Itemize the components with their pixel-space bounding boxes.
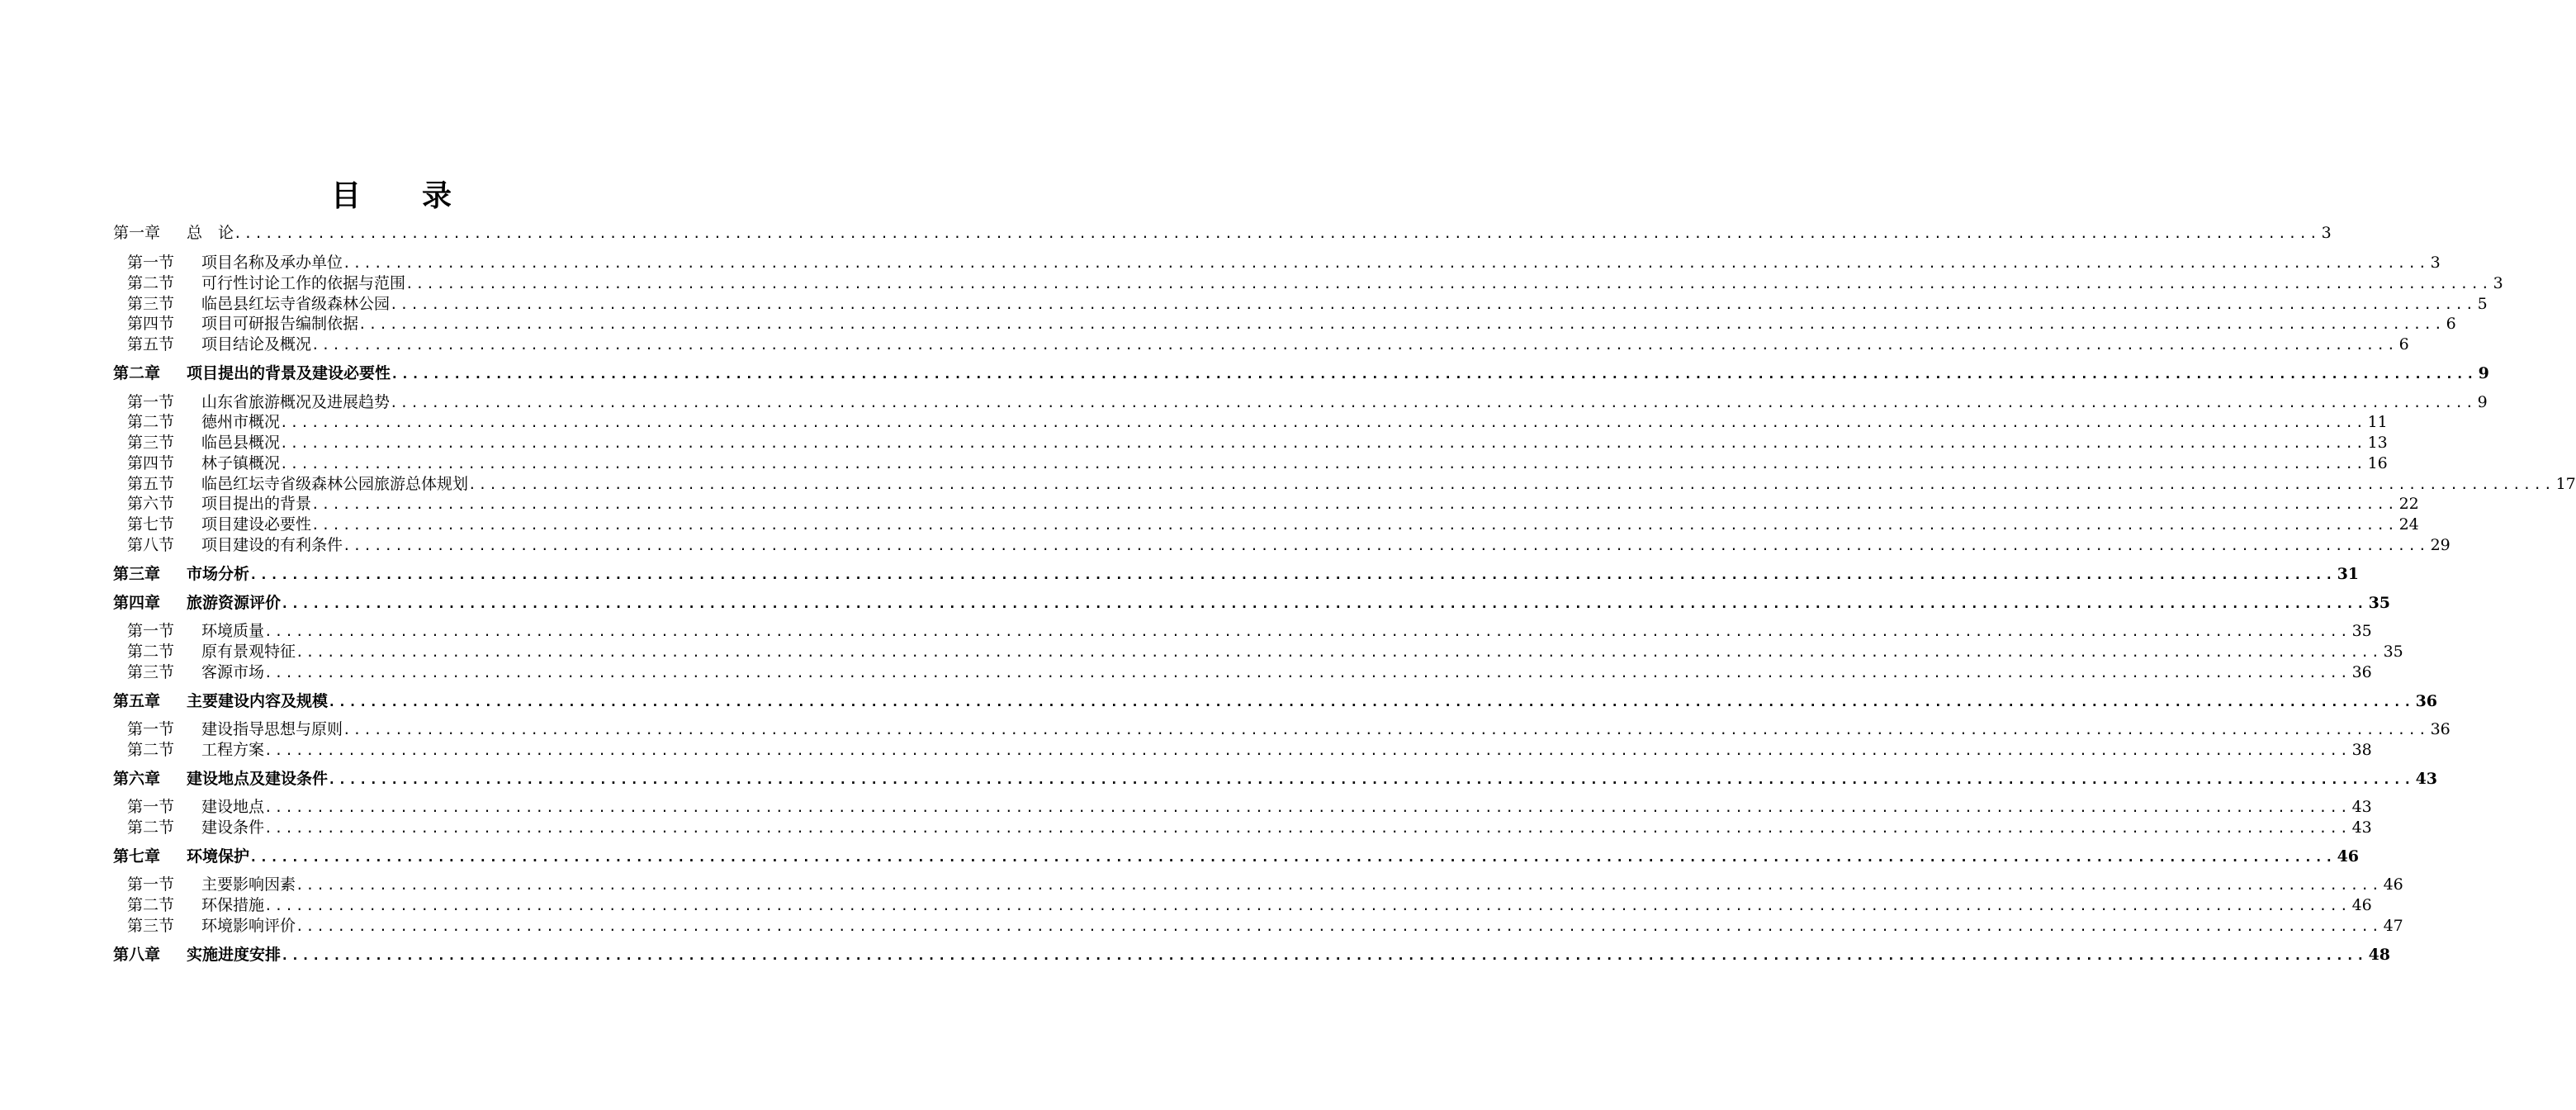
toc-entry-number: 第四节 xyxy=(127,315,175,333)
toc-entry-label xyxy=(113,363,391,384)
toc-dot-leader: ........................................................................................................................................................................................................ xyxy=(311,517,2398,533)
toc-section-entry[interactable] xyxy=(127,494,2419,515)
toc-entry-number: 第一章 xyxy=(113,224,161,242)
toc-entry-title: 临邑县红坛寺省级森林公园 xyxy=(201,295,391,313)
toc-dot-leader: ........................................................................................................................................................................................................ xyxy=(390,395,2476,410)
toc-dot-leader: ........................................................................................................................................................................................................ xyxy=(264,898,2351,913)
toc-entry-label xyxy=(127,621,264,642)
toc-page-number: 43 xyxy=(2351,798,2372,816)
toc-page-number: 3 xyxy=(2430,254,2441,272)
toc-entry-title: 项目名称及承办单位 xyxy=(201,254,343,272)
toc-entry-number: 第四章 xyxy=(113,594,161,612)
toc-entry-title: 临邑红坛寺省级森林公园旅游总体规划 xyxy=(201,475,469,493)
toc-entry-number: 第二节 xyxy=(127,274,175,292)
toc-chapter-entry[interactable] xyxy=(113,363,2489,384)
toc-section-entry[interactable] xyxy=(127,474,2576,495)
toc-page-number: 36 xyxy=(2430,720,2451,738)
toc-entry-title: 项目可研报告编制依据 xyxy=(201,315,359,333)
toc-entry-number: 第一节 xyxy=(127,393,175,411)
toc-entry-label xyxy=(127,334,311,355)
toc-dot-leader: ........................................................................................................................................................................................................ xyxy=(264,624,2351,639)
title-char-left: 目 xyxy=(330,179,362,213)
toc-entry-label xyxy=(127,515,311,535)
toc-chapter-entry[interactable] xyxy=(113,691,2438,712)
toc-entry-label xyxy=(127,797,264,818)
toc-entry-label xyxy=(113,564,249,585)
toc-dot-leader: ........................................................................................................................................................................................................ xyxy=(249,567,2336,582)
toc-entry-title: 可行性讨论工作的依据与范围 xyxy=(201,274,406,292)
toc-page-number: 9 xyxy=(2477,393,2488,411)
toc-page-number: 22 xyxy=(2398,495,2419,513)
toc-page-number: 36 xyxy=(2351,663,2372,681)
toc-entry-label xyxy=(127,740,264,761)
toc-page-number: 24 xyxy=(2398,515,2419,534)
toc-entry-number: 第六节 xyxy=(127,495,175,513)
toc-entry-title: 临邑县概况 xyxy=(201,434,281,452)
toc-entry-label xyxy=(127,253,343,273)
toc-section-entry[interactable] xyxy=(127,412,2388,433)
toc-section-entry[interactable] xyxy=(127,875,2403,895)
toc-dot-leader: ........................................................................................................................................................................................................ xyxy=(296,918,2382,934)
toc-entry-title: 建设地点 xyxy=(201,798,265,816)
toc-entry-number: 第一节 xyxy=(127,622,175,640)
toc-entry-title: 环境质量 xyxy=(201,622,265,640)
toc-dot-leader: ........................................................................................................................................................................................................ xyxy=(391,366,2477,382)
toc-entry-label xyxy=(127,662,264,683)
toc-entry-title: 山东省旅游概况及进展趋势 xyxy=(201,393,391,411)
toc-dot-leader: ........................................................................................................................................................................................................ xyxy=(296,644,2382,660)
toc-chapter-entry[interactable] xyxy=(113,769,2438,790)
toc-entry-title: 主要影响因素 xyxy=(201,875,296,894)
toc-page-number: 43 xyxy=(2415,770,2438,788)
toc-page-number: 36 xyxy=(2415,692,2438,710)
toc-entry-label xyxy=(127,294,390,315)
toc-section-entry[interactable] xyxy=(127,294,2488,315)
toc-entry-title: 工程方案 xyxy=(201,741,265,759)
toc-dot-leader: ........................................................................................................................................................................................................ xyxy=(234,225,2320,241)
toc-entry-label xyxy=(127,273,405,294)
toc-entry-label xyxy=(113,769,328,790)
toc-entry-label xyxy=(113,847,249,867)
toc-entry-title: 总 论 xyxy=(187,224,234,242)
toc-entry-label xyxy=(127,314,358,334)
toc-entry-label xyxy=(127,535,343,556)
toc-entry-title: 项目结论及概况 xyxy=(201,335,312,353)
toc-dot-leader: ........................................................................................................................................................................................................ xyxy=(358,316,2445,332)
toc-page-number: 3 xyxy=(2321,224,2332,242)
toc-entry-number: 第五节 xyxy=(127,335,175,353)
toc-entry-label xyxy=(113,945,281,965)
toc-dot-leader: ........................................................................................................................................................................................................ xyxy=(281,595,2367,611)
toc-entry-number: 第三节 xyxy=(127,917,175,935)
toc-dot-leader: ........................................................................................................................................................................................................ xyxy=(468,477,2555,492)
toc-dot-leader: ........................................................................................................................................................................................................ xyxy=(264,799,2351,815)
toc-dot-leader: ........................................................................................................................................................................................................ xyxy=(264,665,2351,681)
toc-entry-number: 第七节 xyxy=(127,515,175,534)
toc-section-entry[interactable] xyxy=(127,797,2372,818)
toc-dot-leader: ........................................................................................................................................................................................................ xyxy=(390,296,2476,312)
toc-entry-title: 实施进度安排 xyxy=(187,946,282,964)
toc-chapter-entry[interactable] xyxy=(113,564,2360,585)
toc-page-number: 46 xyxy=(2351,896,2372,914)
toc-entry-label xyxy=(127,895,264,916)
toc-page-number: 43 xyxy=(2351,818,2372,837)
toc-entry-label xyxy=(113,593,281,614)
toc-section-entry[interactable] xyxy=(127,314,2456,334)
toc-entry-title: 环境影响评价 xyxy=(201,917,296,935)
toc-page-number: 9 xyxy=(2478,364,2489,382)
toc-entry-title: 项目提出的背景 xyxy=(201,495,312,513)
toc-section-entry[interactable] xyxy=(127,433,2388,453)
toc-dot-leader: ........................................................................................................................................................................................................ xyxy=(343,255,2429,271)
toc-section-entry[interactable] xyxy=(127,895,2372,916)
toc-entry-label xyxy=(127,719,343,740)
toc-dot-leader: ........................................................................................................................................................................................................ xyxy=(343,538,2429,553)
toc-entry-title: 德州市概况 xyxy=(201,413,281,431)
toc-entry-title: 环保措施 xyxy=(201,896,265,914)
toc-entry-label xyxy=(127,453,280,474)
toc-dot-leader: ........................................................................................................................................................................................................ xyxy=(280,456,2366,472)
toc-entry-number: 第三章 xyxy=(113,565,161,583)
toc-section-entry[interactable] xyxy=(127,621,2372,642)
toc-section-entry[interactable] xyxy=(127,253,2441,273)
toc-page-number: 47 xyxy=(2383,917,2403,935)
toc-section-entry[interactable] xyxy=(127,719,2451,740)
toc-entry-label xyxy=(127,474,468,495)
toc-entry-label xyxy=(127,875,296,895)
toc-entry-label xyxy=(127,916,296,937)
toc-dot-leader: ........................................................................................................................................................................................................ xyxy=(264,742,2351,758)
toc-entry-label xyxy=(127,642,296,662)
toc-section-entry[interactable] xyxy=(127,515,2419,535)
toc-entry-number: 第二章 xyxy=(113,364,161,382)
toc-entry-number: 第二节 xyxy=(127,413,175,431)
toc-entry-number: 第二节 xyxy=(127,643,175,661)
toc-chapter-entry[interactable] xyxy=(113,945,2391,965)
toc-chapter-entry[interactable] xyxy=(113,847,2360,867)
toc-section-entry[interactable] xyxy=(127,818,2372,838)
toc-page-number: 48 xyxy=(2368,946,2391,964)
toc-page-number: 17 xyxy=(2555,475,2576,493)
toc-dot-leader: ........................................................................................................................................................................................................ xyxy=(280,415,2366,430)
toc-dot-leader: ........................................................................................................................................................................................................ xyxy=(264,820,2351,836)
toc-section-entry[interactable] xyxy=(127,662,2372,683)
toc-entry-label xyxy=(127,818,264,838)
toc-entry-label xyxy=(127,433,280,453)
toc-section-entry[interactable] xyxy=(127,273,2503,294)
toc-dot-leader: ........................................................................................................................................................................................................ xyxy=(328,694,2414,709)
toc-dot-leader: ........................................................................................................................................................................................................ xyxy=(405,276,2492,292)
toc-dot-leader: ........................................................................................................................................................................................................ xyxy=(311,496,2398,512)
toc-entry-title: 主要建设内容及规模 xyxy=(187,692,329,710)
toc-entry-title: 建设条件 xyxy=(201,818,265,837)
toc-entry-number: 第七章 xyxy=(113,847,161,866)
toc-chapter-entry[interactable] xyxy=(113,223,2332,244)
toc-page-number: 6 xyxy=(2446,315,2456,333)
toc-entry-number: 第四节 xyxy=(127,454,175,472)
toc-entry-number: 第八节 xyxy=(127,536,175,554)
toc-dot-leader: ........................................................................................................................................................................................................ xyxy=(328,771,2414,787)
toc-entry-number: 第八章 xyxy=(113,946,161,964)
toc-entry-title: 客源市场 xyxy=(201,663,265,681)
toc-page-number: 31 xyxy=(2337,565,2360,583)
toc-entry-number: 第一节 xyxy=(127,720,175,738)
toc-page-number: 6 xyxy=(2398,335,2409,353)
toc-entry-number: 第五节 xyxy=(127,475,175,493)
toc-entry-label xyxy=(113,691,328,712)
toc-page-number: 11 xyxy=(2367,413,2388,431)
toc-entry-number: 第二节 xyxy=(127,818,175,837)
title-char-right: 录 xyxy=(422,179,454,213)
toc-section-entry[interactable] xyxy=(127,740,2372,761)
toc-entry-title: 市场分析 xyxy=(187,565,250,583)
toc-entry-title: 环境保护 xyxy=(187,847,250,866)
toc-entry-number: 第三节 xyxy=(127,295,175,313)
toc-entry-number: 第六章 xyxy=(113,770,161,788)
toc-page-number: 46 xyxy=(2337,847,2360,866)
toc-entry-number: 第三节 xyxy=(127,663,175,681)
toc-page-number: 29 xyxy=(2430,536,2451,554)
toc-page-number: 35 xyxy=(2383,643,2403,661)
toc-entry-title: 旅游资源评价 xyxy=(187,594,282,612)
toc-entry-label xyxy=(127,412,280,433)
toc-section-entry[interactable] xyxy=(127,453,2388,474)
toc-entry-title: 项目提出的背景及建设必要性 xyxy=(187,364,391,382)
toc-entry-label xyxy=(113,223,234,244)
toc-page-number: 5 xyxy=(2477,295,2488,313)
toc-entry-title: 项目建设的有利条件 xyxy=(201,536,343,554)
toc-dot-leader: ........................................................................................................................................................................................................ xyxy=(296,877,2382,893)
toc-page-number: 46 xyxy=(2383,875,2403,894)
toc-entry-number: 第一节 xyxy=(127,798,175,816)
toc-entry-title: 项目建设必要性 xyxy=(201,515,312,534)
toc-page-number: 16 xyxy=(2367,454,2388,472)
toc-dot-leader: ........................................................................................................................................................................................................ xyxy=(281,947,2367,963)
toc-entry-label xyxy=(127,494,311,515)
toc-dot-leader: ........................................................................................................................................................................................................ xyxy=(343,722,2429,738)
toc-entry-number: 第二节 xyxy=(127,896,175,914)
toc-dot-leader: ........................................................................................................................................................................................................ xyxy=(249,849,2336,865)
toc-page-number: 35 xyxy=(2368,594,2391,612)
toc-entry-label xyxy=(127,392,390,413)
toc-entry-title: 建设地点及建设条件 xyxy=(187,770,329,788)
toc-page-number: 38 xyxy=(2351,741,2372,759)
toc-section-entry[interactable] xyxy=(127,392,2488,413)
toc-entry-number: 第一节 xyxy=(127,254,175,272)
toc-page-number: 35 xyxy=(2351,622,2372,640)
toc-chapter-entry[interactable] xyxy=(113,593,2391,614)
toc-section-entry[interactable] xyxy=(127,334,2409,355)
toc-entry-number: 第二节 xyxy=(127,741,175,759)
toc-section-entry[interactable] xyxy=(127,535,2451,556)
toc-entry-title: 建设指导思想与原则 xyxy=(201,720,343,738)
toc-entry-number: 第一节 xyxy=(127,875,175,894)
toc-entry-title: 原有景观特征 xyxy=(201,643,296,661)
toc-entry-title: 林子镇概况 xyxy=(201,454,281,472)
toc-section-entry[interactable] xyxy=(127,642,2403,662)
toc-page-number: 3 xyxy=(2493,274,2503,292)
toc-section-entry[interactable] xyxy=(127,916,2403,937)
toc-entry-number: 第五章 xyxy=(113,692,161,710)
toc-page-number: 13 xyxy=(2367,434,2388,452)
toc-entry-number: 第三节 xyxy=(127,434,175,452)
toc-dot-leader: ........................................................................................................................................................................................................ xyxy=(311,337,2398,353)
toc-dot-leader: ........................................................................................................................................................................................................ xyxy=(280,435,2366,451)
